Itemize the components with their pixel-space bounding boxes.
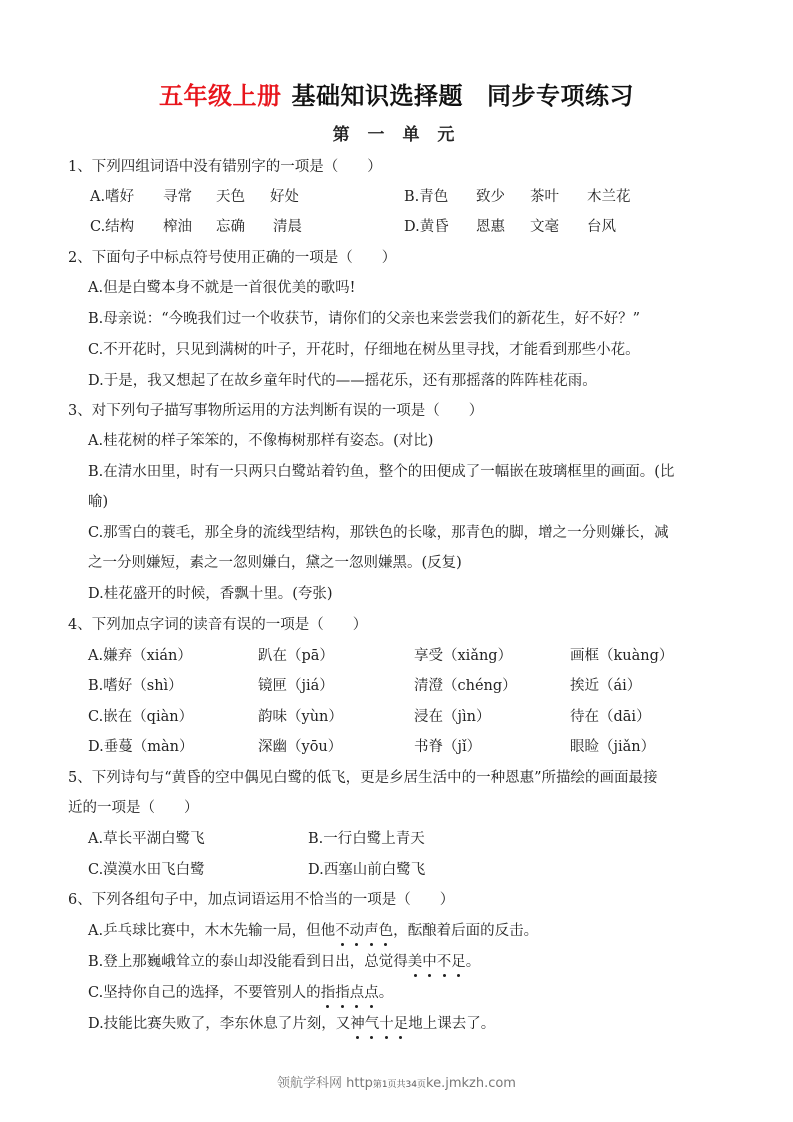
- q2-option-a: A.但是白鹭本身不就是一首很优美的歌吗!: [88, 280, 356, 296]
- q1-option-c-1: C.结构: [90, 219, 135, 235]
- footer-url: ke.jmkzh.com: [426, 1076, 516, 1091]
- q4-b-4: 挨近（ái）: [570, 678, 642, 694]
- q6-d-suffix: 地上课去了。: [408, 1016, 496, 1032]
- q5-option-b: B.一行白鹭上青天: [308, 831, 425, 847]
- q4-d-1: D.垂蔓（màn）: [88, 739, 194, 755]
- q5-option-d: D.西塞山前白鹭飞: [308, 862, 426, 878]
- q5-option-a: A.草长平湖白鹭飞: [88, 831, 205, 847]
- emphasis-dot-char: 足: [451, 954, 466, 970]
- emphasis-dot-char: 美: [407, 954, 423, 970]
- q6-c-prefix: C.坚持你自己的选择，不要管别人的: [88, 985, 321, 1001]
- q1-option-a-3: 天色: [216, 189, 245, 205]
- q4-a-3: 享受（xiǎng）: [414, 648, 513, 664]
- q6-option-c: [88, 983, 393, 1003]
- emphasis-dot-char: 神: [350, 1016, 365, 1032]
- emphasis-dot-char: 足: [393, 1016, 409, 1032]
- q3-option-b-line2: 喻): [88, 494, 109, 510]
- emphasis-dot-char: 十: [379, 1016, 394, 1032]
- emphasis-dot-char: 声: [364, 923, 379, 939]
- q6-b-dotted-phrase: [408, 954, 466, 970]
- q1-option-a-2: 寻常: [163, 189, 192, 205]
- q6-a-dotted-phrase: [335, 923, 393, 939]
- q4-d-3: 书脊（jǐ）: [414, 739, 482, 755]
- q3-option-c-line1: C.那雪白的蓑毛，那全身的流线型结构，那铁色的长喙，那青色的脚，增之一分则嫌长，减: [88, 525, 669, 541]
- q4-c-1: C.嵌在（qiàn）: [88, 709, 194, 725]
- q6-c-dotted-phrase: [321, 985, 379, 1001]
- q1-option-c-2: 榨油: [163, 219, 192, 235]
- emphasis-dot-char: 不: [436, 954, 452, 970]
- q4-stem: 4、下列加点字词的读音有误的一项是（ ）: [68, 617, 368, 633]
- q6-c-suffix: 。: [378, 985, 394, 1001]
- q6-option-b: [88, 952, 480, 972]
- q2-option-b: B.母亲说：“今晚我们过一个收获节，请你们的父亲也来尝尝我们的新花生，好不好？”: [88, 311, 641, 327]
- q4-c-2: 韵味（yùn）: [258, 709, 343, 725]
- q2-option-c: C.不开花时，只见到满树的叶子，开花时，仔细地在树丛里寻找，才能看到那些小花。: [88, 342, 640, 358]
- q6-b-suffix: 。: [465, 954, 481, 970]
- emphasis-dot-char: 点: [364, 985, 379, 1001]
- q6-b-prefix: B.登上那巍峨耸立的泰山却没能看到日出，总觉得: [88, 954, 408, 970]
- page-title: [0, 76, 793, 111]
- q6-a-prefix: A.乒乓球比赛中，木木先输一局，但他: [88, 923, 336, 939]
- q1-option-d-1: D.黄昏: [404, 219, 449, 235]
- q6-a-suffix: ，酝酿着后面的反击。: [393, 923, 539, 939]
- footer-page-number: 第1页共34页: [372, 1080, 427, 1090]
- q1-option-b-1: B.青色: [404, 189, 449, 205]
- emphasis-dot-char: 指: [320, 985, 336, 1001]
- q3-option-d: D.桂花盛开的时候，香飘十里。(夸张): [88, 586, 333, 602]
- q4-a-1: A.嫌弃（xián）: [88, 648, 192, 664]
- emphasis-dot-char: 指: [335, 985, 350, 1001]
- title-topic: 基础知识选择题: [291, 82, 463, 110]
- emphasis-dot-char: 中: [422, 954, 437, 970]
- q1-option-a-4: 好处: [270, 189, 299, 205]
- q4-c-4: 待在（dāi）: [570, 709, 651, 725]
- q4-b-3: 清澄（chéng）: [414, 678, 517, 694]
- q1-option-c-3: 忘确: [216, 219, 245, 235]
- q4-c-3: 浸在（jìn）: [414, 709, 491, 725]
- q1-option-b-2: 致少: [476, 189, 505, 205]
- q4-d-2: 深幽（yōu）: [258, 739, 343, 755]
- unit-heading: 第 一 单 元: [332, 125, 461, 145]
- q6-option-a: [88, 921, 538, 941]
- emphasis-dot-char: 不: [335, 923, 350, 939]
- q1-stem: 1、下列四组词语中没有错别字的一项是（ ）: [68, 159, 382, 175]
- q6-stem: 6、下列各组句子中，加点词语运用不恰当的一项是（ ）: [68, 892, 455, 908]
- q4-b-1: B.嗜好（shì）: [88, 678, 183, 694]
- q1-option-b-3: 茶叶: [530, 189, 559, 205]
- q3-stem: 3、对下列句子描写事物所运用的方法判断有误的一项是（ ）: [68, 403, 484, 419]
- q3-option-b-line1: B.在清水田里，时有一只两只白鹭站着钓鱼，整个的田便成了一幅嵌在玻璃框里的画面。(比: [88, 464, 675, 480]
- title-practice: 同步专项练习: [487, 82, 634, 110]
- q1-option-c-4: 清晨: [273, 219, 302, 235]
- emphasis-dot-char: 点: [349, 985, 365, 1001]
- title-grade: 五年级上册: [159, 82, 282, 110]
- q3-option-a: A.桂花树的样子笨笨的，不像梅树那样有姿态。(对比): [88, 433, 434, 449]
- q4-d-4: 眼睑（jiǎn）: [570, 739, 656, 755]
- q5-stem-line2: 近的一项是（ ）: [68, 800, 199, 816]
- q3-option-c-line2: 之一分则嫌短，素之一忽则嫌白，黛之一忽则嫌黑。(反复): [88, 555, 462, 571]
- q1-option-d-4: 台风: [587, 219, 616, 235]
- footer-site: 领航学科网 http: [277, 1076, 373, 1091]
- q4-a-4: 画框（kuàng）: [570, 648, 674, 664]
- q5-stem-line1: 5、下列诗句与“黄昏的空中偶见白鹭的低飞，更是乡居生活中的一种恩惠”所描绘的画面最接: [68, 770, 658, 786]
- q6-d-dotted-phrase: [350, 1016, 408, 1032]
- q4-b-2: 镜匣（jiá）: [258, 678, 334, 694]
- emphasis-dot-char: 气: [364, 1016, 380, 1032]
- q1-option-a-1: A.嗜好: [90, 189, 135, 205]
- q5-option-c: C.漠漠水田飞白鹭: [88, 862, 205, 878]
- page-footer: [0, 1072, 793, 1091]
- q6-d-prefix: D.技能比赛失败了，李东休息了片刻，又: [88, 1016, 351, 1032]
- q1-option-b-4: 木兰花: [587, 189, 631, 205]
- q4-a-2: 趴在（pā）: [258, 648, 334, 664]
- emphasis-dot-char: 色: [378, 923, 394, 939]
- q1-option-d-2: 恩惠: [476, 219, 505, 235]
- q2-option-d: D.于是，我又想起了在故乡童年时代的——摇花乐，还有那摇落的阵阵桂花雨。: [88, 373, 597, 389]
- q6-option-d: [88, 1014, 495, 1034]
- q2-stem: 2、下面句子中标点符号使用正确的一项是（ ）: [68, 250, 397, 266]
- q1-option-d-3: 文毫: [530, 219, 559, 235]
- emphasis-dot-char: 动: [349, 923, 365, 939]
